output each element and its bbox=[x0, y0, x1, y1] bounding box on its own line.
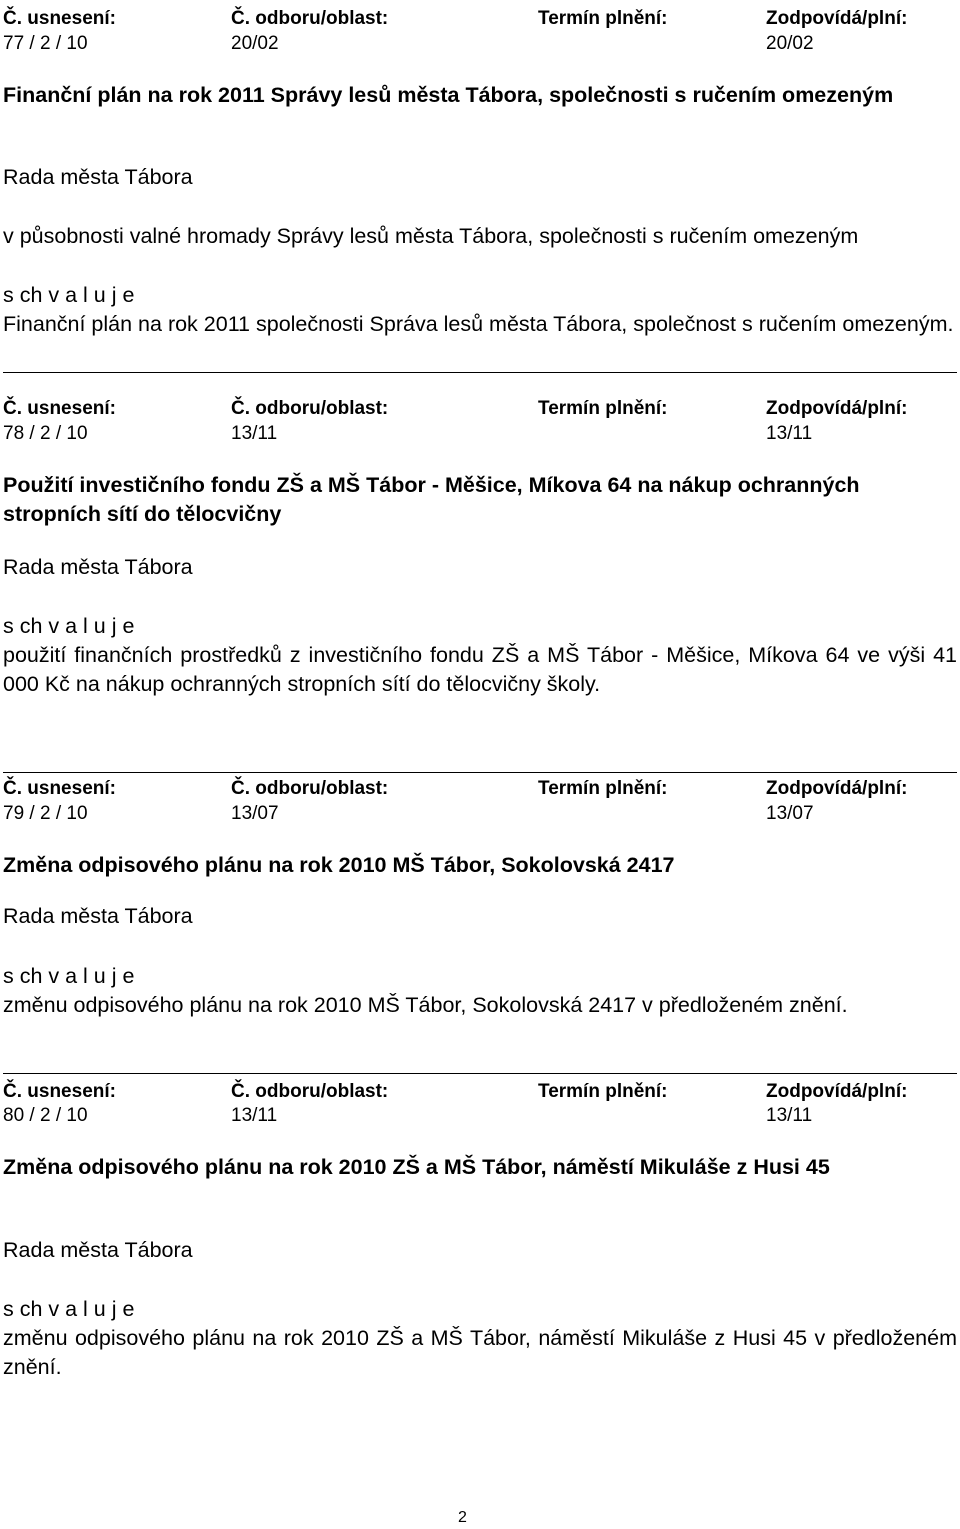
resolution-number: 77 / 2 / 10 bbox=[3, 33, 88, 54]
label-responsible: Zodpovídá/plní: bbox=[766, 398, 908, 419]
responsible-value: 13/11 bbox=[766, 423, 813, 444]
resolution-text: změnu odpisového plánu na rok 2010 ZŠ a MŠ Tábor, náměstí Mikuláše z Husi 45 v předloženém znění. bbox=[3, 1326, 957, 1379]
label-department: Č. odboru/oblast: bbox=[231, 1081, 389, 1102]
responsible-value: 13/11 bbox=[766, 1105, 813, 1126]
label-deadline: Termín plnění: bbox=[538, 778, 668, 799]
resolution-verb: s ch v a l u j e bbox=[3, 283, 135, 307]
label-resolution-no: Č. usnesení: bbox=[3, 778, 116, 799]
section-divider bbox=[3, 772, 957, 773]
resolution-verb: s ch v a l u j e bbox=[3, 614, 135, 638]
resolution-text: Finanční plán na rok 2011 společnosti Správa lesů města Tábora, společnost s ručením omezeným. bbox=[3, 312, 954, 336]
resolution-number: 78 / 2 / 10 bbox=[3, 423, 88, 444]
resolution-verb: s ch v a l u j e bbox=[3, 1297, 135, 1321]
resolution-title: Finanční plán na rok 2011 Správy lesů města Tábora, společnosti s ručením omezeným bbox=[3, 83, 894, 107]
resolution-text: použití finančních prostředků z investičního fondu ZŠ a MŠ Tábor - Měšice, Míkova 64 ve výši 41 000 Kč na nákup ochranných stropních sítí do tělocvičny školy. bbox=[3, 643, 957, 696]
resolution-number: 79 / 2 / 10 bbox=[3, 803, 88, 824]
council-name: Rada města Tábora bbox=[3, 165, 193, 189]
label-responsible: Zodpovídá/plní: bbox=[766, 778, 908, 799]
label-deadline: Termín plnění: bbox=[538, 398, 668, 419]
resolution-title: Změna odpisového plánu na rok 2010 MŠ Tábor, Sokolovská 2417 bbox=[3, 853, 675, 877]
department-value: 13/11 bbox=[231, 1105, 278, 1126]
resolution-title: Změna odpisového plánu na rok 2010 ZŠ a MŠ Tábor, náměstí Mikuláše z Husi 45 bbox=[3, 1155, 830, 1179]
resolution-text: změnu odpisového plánu na rok 2010 MŠ Tábor, Sokolovská 2417 v předloženém znění. bbox=[3, 993, 848, 1017]
label-responsible: Zodpovídá/plní: bbox=[766, 8, 908, 29]
council-name: Rada města Tábora bbox=[3, 904, 193, 928]
council-name: Rada města Tábora bbox=[3, 555, 193, 579]
resolution-context: v působnosti valné hromady Správy lesů města Tábora, společnosti s ručením omezeným bbox=[3, 224, 859, 248]
label-deadline: Termín plnění: bbox=[538, 1081, 668, 1102]
label-department: Č. odboru/oblast: bbox=[231, 398, 389, 419]
resolution-number: 80 / 2 / 10 bbox=[3, 1105, 88, 1126]
resolution-title: Použití investičního fondu ZŠ a MŠ Tábor - Měšice, Míkova 64 na nákup ochranných stropních sítí do tělocvičny bbox=[3, 473, 860, 526]
label-responsible: Zodpovídá/plní: bbox=[766, 1081, 908, 1102]
label-resolution-no: Č. usnesení: bbox=[3, 1081, 116, 1102]
label-resolution-no: Č. usnesení: bbox=[3, 398, 116, 419]
label-deadline: Termín plnění: bbox=[538, 8, 668, 29]
department-value: 20/02 bbox=[231, 33, 279, 54]
label-department: Č. odboru/oblast: bbox=[231, 778, 389, 799]
label-resolution-no: Č. usnesení: bbox=[3, 8, 116, 29]
responsible-value: 13/07 bbox=[766, 803, 814, 824]
page-number: 2 bbox=[458, 1509, 467, 1526]
resolution-verb: s ch v a l u j e bbox=[3, 964, 135, 988]
responsible-value: 20/02 bbox=[766, 33, 814, 54]
council-name: Rada města Tábora bbox=[3, 1238, 193, 1262]
label-department: Č. odboru/oblast: bbox=[231, 8, 389, 29]
section-divider bbox=[3, 1073, 957, 1074]
department-value: 13/07 bbox=[231, 803, 279, 824]
section-divider bbox=[3, 372, 957, 373]
department-value: 13/11 bbox=[231, 423, 278, 444]
